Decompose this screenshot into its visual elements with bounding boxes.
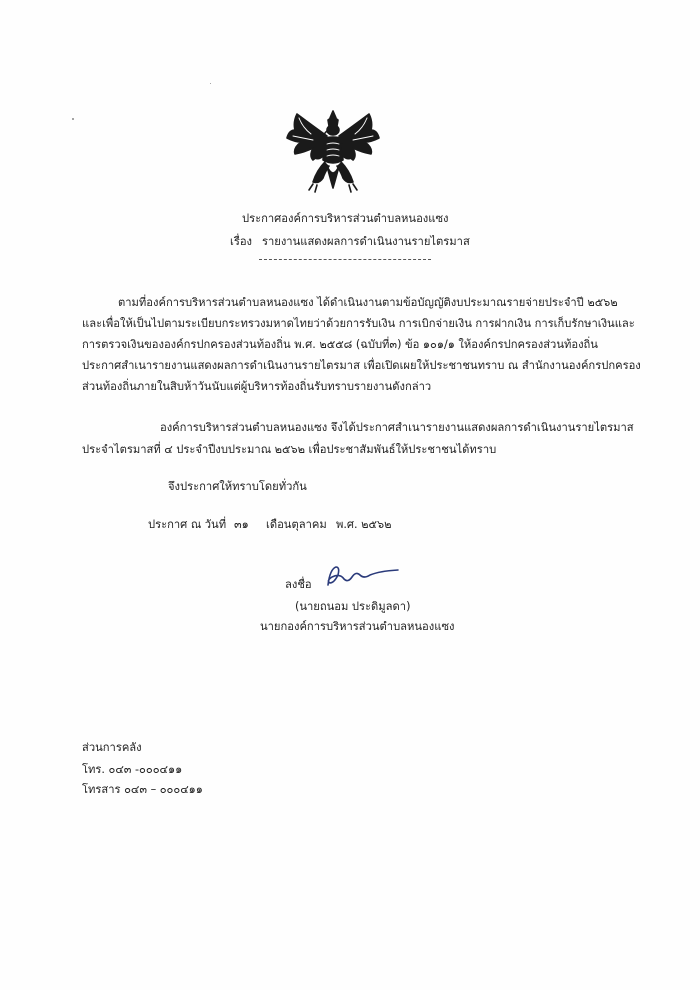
para1-line: ตามที่องค์การบริหารส่วนตำบลหนองแซง ได้ดำเนินงานตามข้อบัญญัติงบประมาณรายจ่ายประจำปี ๒๕๖๒ [118,296,618,309]
scan-speck [72,118,74,120]
date-day: ๓๑ [234,518,249,531]
date-month: เดือนตุลาคม [266,518,327,531]
signatory-position: นายกองค์การบริหารส่วนตำบลหนองแซง [260,620,455,633]
date-year: พ.ศ. ๒๕๖๒ [336,518,392,531]
para2-line: องค์การบริหารส่วนตำบลหนองแซง จึงได้ประกาศสำเนารายงานแสดงผลการดำเนินงานรายไตรมาส [160,421,634,434]
sign-label: ลงชื่อ [285,578,312,591]
para1-line: ประกาศสำเนารายงานแสดงผลการดำเนินงานรายไตรมาส เพื่อเปิดเผยให้ประชาชนทราบ ณ สำนักงานองค์กรปกครอง [82,359,641,372]
subject-label: เรื่อง [230,235,253,248]
contact-phone: โทร. ๐๔๓ -๐๐๐๔๑๑ [82,763,183,776]
scan-speck [210,83,211,84]
para1-line: และเพื่อให้เป็นไปตามระเบียบกระทรวงมหาดไทยว่าด้วยการรับเงิน การเบิกจ่ายเงิน การฝากเงิน การเก็บรักษาเงินและ [82,317,635,330]
garuda-emblem-icon [283,108,383,194]
header-divider [259,259,431,260]
para2-line: ประจำไตรมาสที่ ๔ ประจำปีงบประมาณ ๒๕๖๒ เพื่อประชาสัมพันธ์ให้ประชาชนได้ทราบ [82,443,497,456]
org-announcement-title: ประกาศองค์การบริหารส่วนตำบลหนองแซง [242,212,449,225]
handwritten-signature [322,561,400,591]
signatory-name: (นายถนอม ประดิมูลดา) [295,600,411,613]
date-prefix: ประกาศ ณ วันที่ [148,518,227,531]
closing-statement: จึงประกาศให้ทราบโดยทั่วกัน [168,480,307,493]
para1-line: ส่วนท้องถิ่นภายในสิบห้าวันนับแต่ผู้บริหารท้องถิ่นรับทราบรายงานดังกล่าว [82,380,432,393]
subject-text: รายงานแสดงผลการดำเนินงานรายไตรมาส [262,235,470,248]
contact-fax: โทรสาร ๐๔๓ – ๐๐๐๔๑๑ [82,783,203,796]
para1-line: การตรวจเงินขององค์กรปกครองส่วนท้องถิ่น พ.ศ. ๒๕๕๘ (ฉบับที่๓) ข้อ ๑๐๑/๑ ให้องค์กรปกครองส่วนท้องถิ่น [82,338,598,351]
contact-department: ส่วนการคลัง [82,741,142,754]
